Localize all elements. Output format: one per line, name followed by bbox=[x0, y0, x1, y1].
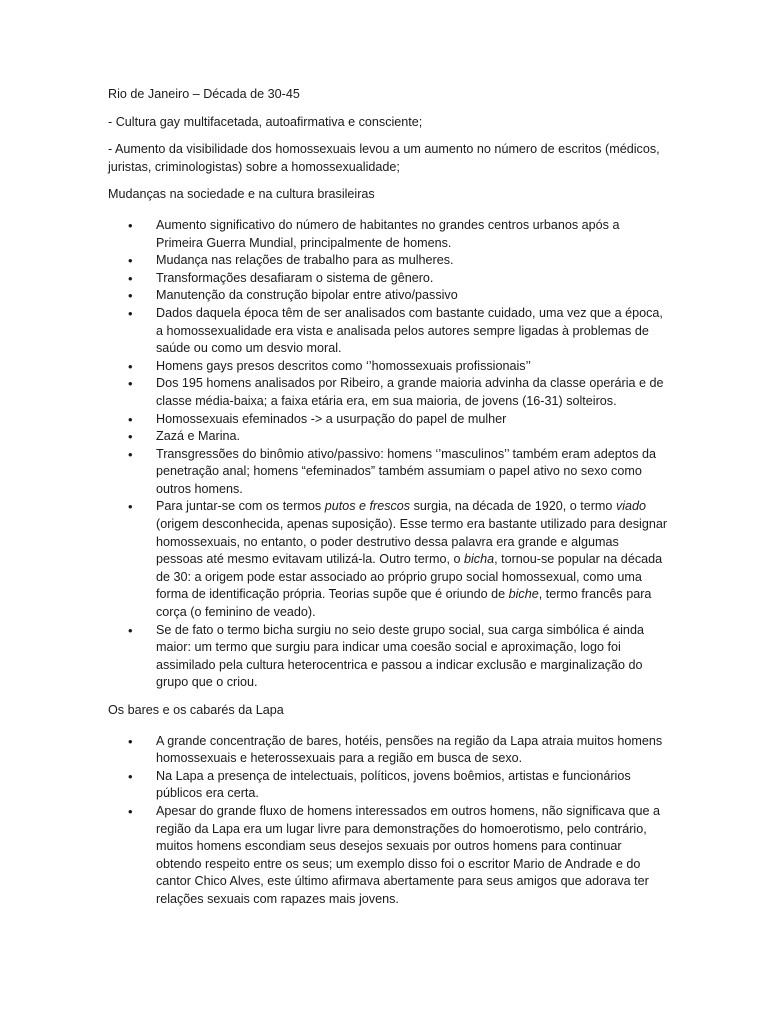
text-run: , tornou-se popular na década de 30: a origem pode estar associado ao próprio grupo social homossexual, como uma forma de identificação própria. Teorias supõe que é oriundo de bbox=[156, 552, 663, 602]
list-item-viado bbox=[108, 498, 668, 621]
section-heading-lapa: Os bares e os cabarés da Lapa bbox=[108, 703, 284, 717]
list-item-text bbox=[156, 499, 667, 619]
bullet-list-lapa bbox=[108, 733, 668, 909]
list-item bbox=[108, 411, 668, 429]
bullet-icon: • bbox=[128, 270, 133, 286]
list-item-text: A grande concentração de bares, hotéis, pensões na região da Lapa atraia muitos homens homossexuais e heterossexuais para a região em busca de sexo. bbox=[156, 733, 663, 766]
list-item bbox=[108, 446, 668, 499]
text-run: , termo francês para corça (o feminino de veado). bbox=[156, 587, 652, 620]
bullet-icon: • bbox=[128, 358, 133, 374]
document-body bbox=[108, 86, 668, 919]
intro-line-2: - Aumento da visibilidade dos homossexuais levou a um aumento no número de escritos (médicos, juristas, criminologistas) sobre a homossexualidade; bbox=[108, 142, 660, 174]
list-item bbox=[108, 217, 668, 252]
bullet-icon: • bbox=[128, 376, 133, 392]
italic-term-viado: viado bbox=[615, 499, 647, 514]
italic-term-bicha: bicha bbox=[463, 552, 495, 567]
list-item bbox=[108, 270, 668, 288]
list-item-text: Manutenção da construção bipolar entre ativo/passivo bbox=[156, 288, 458, 303]
list-item-text: Se de fato o termo bicha surgiu no seio deste grupo social, sua carga simbólica é ainda maior: um termo que surgiu para indicar uma coesão social e aproximação, logo foi assimilado pela cultura heterocentrica e passou a indicar exclusão e marginalização do grupo que o criou. bbox=[156, 622, 644, 690]
list-item-text: Apesar do grande fluxo de homens interessados em outros homens, não significava que a região da Lapa era um lugar livre para demonstrações do homoerotismo, pelo contrário, muitos homens escondiam seus desejos sexuais por outros homens para continuar obtendo respeito entre os seus; um exemplo disso foi o escritor Mario de Andrade e do cantor Chico Alves, este último afirmava abertamente para seus amigos que adorava ter relações sexuais com rapazes mais jovens. bbox=[156, 803, 661, 906]
list-item-text: Homossexuais efeminados -> a usurpação do papel de mulher bbox=[156, 411, 507, 426]
bullet-icon: • bbox=[128, 429, 133, 445]
bullet-icon: • bbox=[128, 253, 133, 269]
list-item bbox=[108, 428, 668, 446]
list-item bbox=[108, 768, 668, 803]
bullet-icon: • bbox=[128, 768, 133, 784]
section-heading-mudancas: Mudanças na sociedade e na cultura brasileiras bbox=[108, 187, 375, 202]
text-run: Para juntar-se com os termos bbox=[156, 499, 325, 514]
bullet-icon: • bbox=[128, 411, 133, 427]
list-item-text: Mudança nas relações de trabalho para as mulheres. bbox=[156, 253, 454, 268]
list-item-text: Zazá e Marina. bbox=[156, 429, 240, 444]
italic-term-putos-frescos: putos e frescos bbox=[324, 499, 411, 514]
italic-term-biche: biche bbox=[508, 587, 539, 602]
bullet-icon: • bbox=[128, 803, 133, 819]
list-item bbox=[108, 252, 668, 270]
bullet-icon: • bbox=[128, 622, 133, 638]
text-run: (origem desconhecida, apenas suposição). Esse termo era bastante utilizado para designar homossexuais, no entanto, o poder destrutivo dessa palavra era grande e algumas pessoas até mesmo evitavam utilizá-la. Outro termo, o bbox=[156, 517, 668, 567]
list-item-text: Na Lapa a presença de intelectuais, políticos, jovens boêmios, artistas e funcionários públicos era certa. bbox=[156, 768, 631, 801]
list-item-text: Transformações desafiaram o sistema de gênero. bbox=[156, 270, 434, 285]
bullet-icon: • bbox=[128, 733, 133, 749]
text-run: surgia, na década de 1920, o termo bbox=[410, 499, 616, 514]
list-item bbox=[108, 622, 668, 692]
list-item-text: Dos 195 homens analisados por Ribeiro, a grande maioria advinha da classe operária e de classe média-baixa; a faixa etária era, em sua maioria, de jovens (16-31) solteiros. bbox=[156, 376, 664, 408]
bullet-icon: • bbox=[128, 499, 133, 515]
list-item bbox=[108, 305, 668, 358]
bullet-icon: • bbox=[128, 217, 133, 233]
bullet-list-mudancas bbox=[108, 217, 668, 692]
list-item-text: Aumento significativo do número de habitantes no grandes centros urbanos após a Primeira Guerra Mundial, principalmente de homens. bbox=[156, 217, 620, 250]
list-item bbox=[108, 733, 668, 768]
bullet-icon: • bbox=[128, 288, 133, 304]
list-item bbox=[108, 375, 668, 410]
intro-line-1: - Cultura gay multifacetada, autoafirmativa e consciente; bbox=[108, 114, 423, 129]
bullet-icon: • bbox=[128, 446, 133, 462]
list-item bbox=[108, 803, 668, 909]
list-item bbox=[108, 358, 668, 376]
list-item-text: Transgressões do binômio ativo/passivo: homens ‘’masculinos’’ também eram adeptos da penetração anal; homens “efeminados” também assumiam o papel ativo no sexo como outros homens. bbox=[156, 446, 657, 496]
list-item-text: Dados daquela época têm de ser analisados com bastante cuidado, uma vez que a época, a homossexualidade era vista e analisada pelos autores sempre ligadas à problemas de saúde ou como um desvio moral. bbox=[156, 305, 663, 356]
document-title-line: Rio de Janeiro – Década de 30-45 bbox=[108, 87, 300, 101]
bullet-icon: • bbox=[128, 305, 133, 321]
list-item bbox=[108, 287, 668, 305]
list-item-text: Homens gays presos descritos como ‘’homossexuais profissionais’’ bbox=[156, 358, 531, 373]
